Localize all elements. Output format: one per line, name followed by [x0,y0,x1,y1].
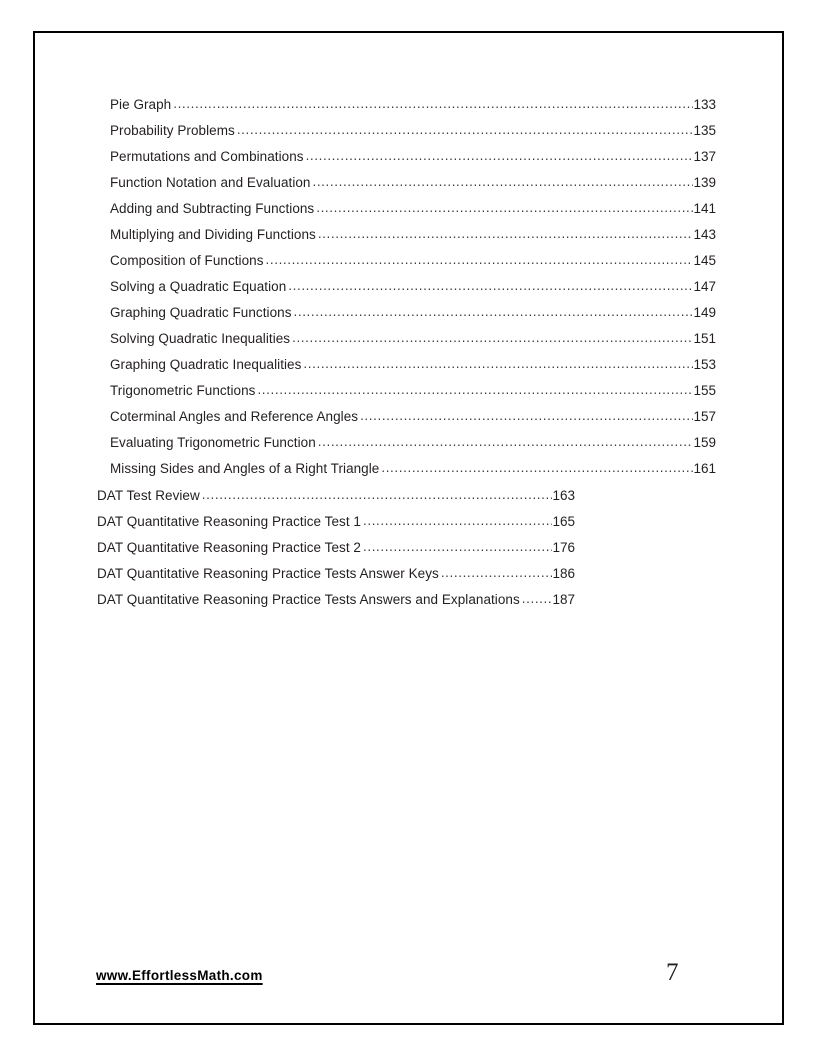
toc-entry-title: Solving Quadratic Inequalities [110,331,291,346]
toc-entry-title: Function Notation and Evaluation [110,175,311,190]
footer-page-number: 7 [666,959,679,986]
toc-entry-title: Graphing Quadratic Functions [110,305,292,320]
toc-entry-page-number: 155 [693,383,716,398]
table-of-contents [35,33,782,613]
toc-entry-title: Missing Sides and Angles of a Right Triangle [110,461,380,476]
footer-website-link[interactable]: www.EffortlessMath.com [96,968,263,983]
toc-leader-dots [294,300,694,325]
toc-entry-page-number: 139 [693,175,716,190]
toc-entry-page-number: 157 [693,409,716,424]
toc-entry-title: DAT Quantitative Reasoning Practice Tests Answer Keys [97,566,439,581]
toc-sub-entry[interactable] [35,92,782,118]
toc-sub-entry[interactable] [35,378,782,404]
toc-leader-dots [312,170,693,195]
toc-leader-dots [237,118,694,143]
toc-leader-dots [316,196,693,221]
toc-entry-title: Multiplying and Dividing Functions [110,227,316,242]
toc-main-entry[interactable] [35,509,782,535]
toc-entry-page-number: 137 [693,149,716,164]
toc-main-list [35,483,782,613]
toc-entry-title: Permutations and Combinations [110,149,304,164]
toc-entry-page-number: 141 [693,201,716,216]
toc-sub-entry[interactable] [35,170,782,196]
toc-main-entry[interactable] [35,535,782,561]
toc-leader-dots [303,352,693,377]
toc-leader-dots [363,535,552,560]
toc-entry-title: DAT Test Review [97,488,200,503]
toc-sub-entry[interactable] [35,404,782,430]
toc-sub-entry[interactable] [35,144,782,170]
toc-leader-dots [522,587,553,612]
toc-entry-page-number: 163 [552,488,575,503]
toc-main-entry[interactable] [35,587,782,613]
toc-sub-entry[interactable] [35,274,782,300]
toc-sub-entry[interactable] [35,456,782,482]
toc-entry-page-number: 135 [693,123,716,138]
toc-entry-page-number: 159 [693,435,716,450]
toc-leader-dots [288,274,693,299]
toc-leader-dots [363,509,552,534]
page-footer [35,933,782,1023]
toc-leader-dots [266,248,694,273]
toc-entry-title: DAT Quantitative Reasoning Practice Tests Answers and Explanations [97,592,520,607]
toc-sub-entry[interactable] [35,326,782,352]
toc-sub-entry[interactable] [35,248,782,274]
toc-entry-title: Probability Problems [110,123,235,138]
toc-entry-page-number: 187 [552,592,575,607]
toc-sub-entry[interactable] [35,430,782,456]
toc-sub-entry[interactable] [35,118,782,144]
toc-leader-dots [318,430,694,455]
toc-entry-page-number: 186 [552,566,575,581]
toc-entry-title: Graphing Quadratic Inequalities [110,357,302,372]
toc-entry-page-number: 165 [552,514,575,529]
toc-leader-dots [306,144,694,169]
toc-entry-page-number: 153 [693,357,716,372]
toc-leader-dots [381,456,693,481]
toc-leader-dots [360,404,693,429]
toc-sub-entry[interactable] [35,222,782,248]
toc-leader-dots [441,561,553,586]
toc-leader-dots [202,483,553,508]
toc-sub-entry[interactable] [35,196,782,222]
toc-entry-page-number: 149 [693,305,716,320]
toc-leader-dots [292,326,693,351]
toc-entry-title: Trigonometric Functions [110,383,256,398]
toc-leader-dots [173,92,693,117]
toc-entry-title: Coterminal Angles and Reference Angles [110,409,359,424]
toc-entry-title: Adding and Subtracting Functions [110,201,315,216]
toc-subsection-list [35,92,782,482]
page-frame [33,31,784,1025]
toc-entry-page-number: 143 [693,227,716,242]
toc-main-entry[interactable] [35,561,782,587]
toc-entry-page-number: 161 [693,461,716,476]
toc-entry-page-number: 151 [693,331,716,346]
toc-entry-page-number: 145 [693,253,716,268]
toc-sub-entry[interactable] [35,352,782,378]
toc-entry-title: Evaluating Trigonometric Function [110,435,316,450]
toc-entry-page-number: 147 [693,279,716,294]
toc-leader-dots [318,222,694,247]
toc-entry-page-number: 176 [552,540,575,555]
toc-entry-page-number: 133 [693,97,716,112]
toc-entry-title: Solving a Quadratic Equation [110,279,287,294]
toc-entry-title: Composition of Functions [110,253,264,268]
toc-sub-entry[interactable] [35,300,782,326]
toc-entry-title: DAT Quantitative Reasoning Practice Test 2 [97,540,361,555]
toc-entry-title: DAT Quantitative Reasoning Practice Test 1 [97,514,361,529]
toc-leader-dots [257,378,693,403]
toc-entry-title: Pie Graph [110,97,172,112]
toc-main-entry[interactable] [35,483,782,509]
